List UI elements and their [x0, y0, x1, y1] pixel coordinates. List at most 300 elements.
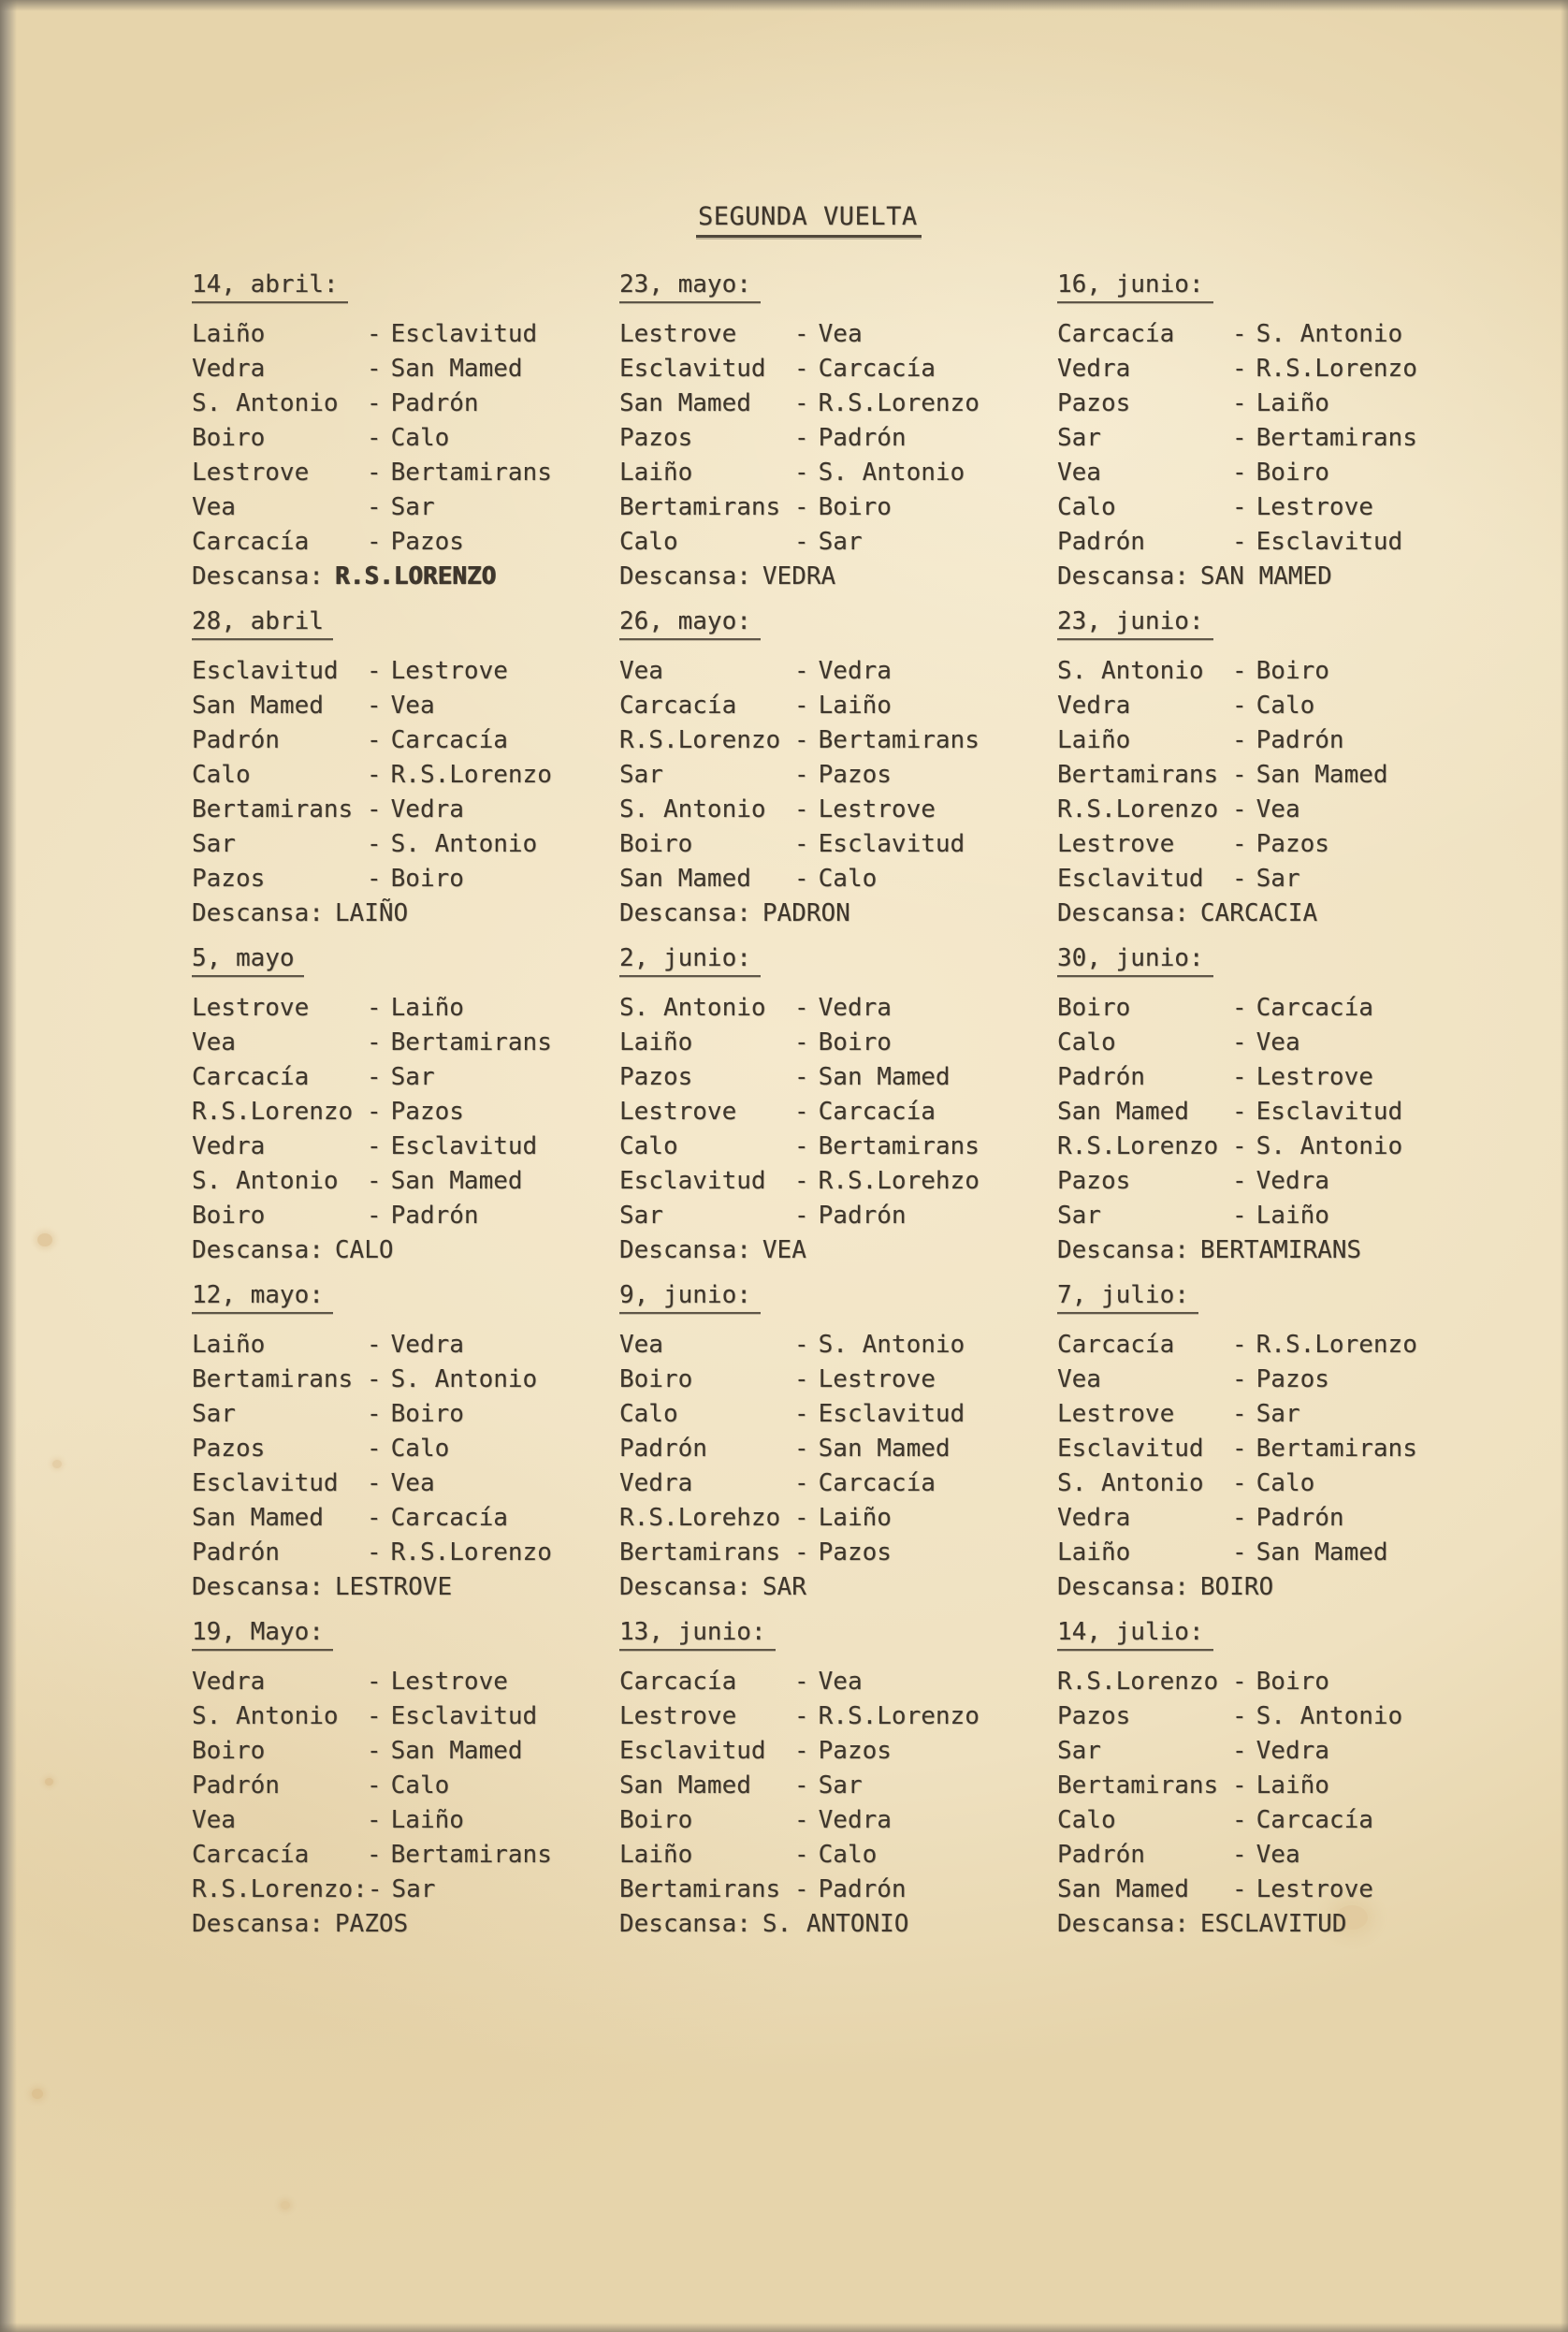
home-team: S. Antonio [1057, 1469, 1204, 1497]
dash-separator: - [367, 1331, 382, 1359]
away-team: Calo [1256, 1469, 1315, 1497]
away-team: Carcacía [818, 1469, 936, 1497]
dash-separator: - [1232, 1435, 1247, 1463]
rest-team: BERTAMIRANS [1199, 1236, 1362, 1264]
dash-separator: - [794, 1132, 809, 1160]
away-team: Esclavitud [818, 830, 965, 858]
away-team: Vea [390, 692, 435, 720]
away-team: Lestrove [1256, 1875, 1373, 1903]
match-row [192, 525, 641, 560]
fixture-date: 26, mayo: [619, 606, 761, 640]
match-row [1057, 862, 1506, 896]
fixture-block [192, 1617, 641, 1954]
away-team: Padrón [818, 1202, 907, 1230]
rest-label: Descansa: [619, 1573, 751, 1601]
away-team: Vea [390, 1469, 435, 1497]
rest-row [619, 1233, 1068, 1268]
away-team: Bertamirans [1256, 424, 1417, 452]
match-row [1057, 1026, 1506, 1060]
dash-separator: - [1232, 1737, 1247, 1765]
match-row [619, 1199, 1068, 1233]
dash-separator: - [367, 389, 382, 417]
match-row [619, 456, 1068, 490]
away-team: Carcacía [818, 355, 936, 383]
home-team: Laiño [619, 1028, 693, 1057]
dash-separator: - [1232, 1702, 1247, 1730]
match-row [1057, 490, 1506, 525]
match-row [619, 317, 1068, 352]
home-team: Vedra [192, 1668, 266, 1696]
dash-separator: - [1232, 865, 1247, 893]
match-row [192, 490, 641, 525]
rest-team: LAIÑO [334, 899, 409, 927]
home-team: Boiro [192, 1202, 266, 1230]
home-team: R.S.Lorehzo [619, 1504, 781, 1532]
dash-separator: - [1232, 1202, 1247, 1230]
home-team: Padrón [192, 726, 280, 754]
rest-label: Descansa: [192, 1236, 324, 1264]
away-team: Padrón [1256, 726, 1344, 754]
away-team: Sar [818, 528, 863, 556]
dash-separator: - [367, 1063, 382, 1091]
match-row [192, 1199, 641, 1233]
home-team: Calo [192, 761, 251, 789]
away-team: Calo [818, 1841, 878, 1869]
dash-separator: - [1232, 1504, 1247, 1532]
away-team: Laiño [818, 692, 892, 720]
dash-separator: - [367, 493, 382, 521]
match-row [619, 1060, 1068, 1095]
home-team: Esclavitud [619, 1737, 766, 1765]
away-team: Bertamirans [1256, 1435, 1417, 1463]
home-team: San Mamed [1057, 1875, 1189, 1903]
dash-separator: - [794, 1737, 809, 1765]
fixture-rows [1057, 991, 1506, 1268]
fixture-block [619, 943, 1068, 1280]
match-row [192, 1873, 641, 1907]
home-team: Padrón [1057, 528, 1145, 556]
away-team: Vedra [1256, 1167, 1329, 1195]
dash-separator: - [1232, 761, 1247, 789]
away-team: Sar [1256, 1400, 1300, 1428]
away-team: Laiño [1256, 1202, 1329, 1230]
stain [37, 1233, 52, 1246]
home-team: Sar [1057, 1202, 1101, 1230]
away-team: Vea [818, 1668, 863, 1696]
match-row [1057, 1432, 1506, 1466]
dash-separator: - [794, 1469, 809, 1497]
match-row [1057, 421, 1506, 456]
home-team: Boiro [619, 1806, 693, 1834]
rest-row [1057, 1233, 1506, 1268]
dash-separator: - [367, 1806, 382, 1834]
dash-separator: - [1232, 459, 1247, 487]
away-team: S. Antonio [818, 459, 965, 487]
rest-label: Descansa: [619, 562, 751, 590]
away-team: R.S.Lorenzo [390, 761, 552, 789]
home-team: Vedra [1057, 1504, 1131, 1532]
away-team: Pazos [818, 1737, 892, 1765]
home-team: Sar [619, 1202, 663, 1230]
away-team: San Mamed [1256, 761, 1388, 789]
away-team: Calo [1256, 692, 1315, 720]
match-row [192, 1095, 641, 1130]
away-team: Vea [818, 320, 863, 348]
home-team: Laiño [192, 320, 266, 348]
dash-separator: - [794, 1028, 809, 1057]
away-team: Bertamirans [818, 1132, 980, 1160]
dash-separator: - [367, 761, 382, 789]
dash-separator: - [1232, 1365, 1247, 1393]
away-team: Pazos [1256, 830, 1329, 858]
fixture-date: 19, Mayo: [192, 1617, 333, 1651]
home-team: Pazos [1057, 1702, 1131, 1730]
home-team: Lestrove [192, 459, 310, 487]
home-team: Vea [1057, 1365, 1101, 1393]
fixture-date: 2, junio: [619, 943, 761, 977]
fixture-rows [192, 1665, 641, 1942]
home-team: Calo [619, 1132, 678, 1160]
dash-separator: - [1232, 1063, 1247, 1091]
away-team: Esclavitud [390, 1702, 538, 1730]
away-team: Vedra [1256, 1737, 1329, 1765]
match-row [192, 1838, 641, 1873]
dash-separator: - [1232, 355, 1247, 383]
match-row [1057, 1328, 1506, 1363]
rest-team: R.S.LORENZO [334, 562, 497, 590]
away-team: Carcacía [390, 1504, 508, 1532]
dash-separator: - [1232, 1400, 1247, 1428]
rest-label: Descansa: [1057, 1573, 1189, 1601]
match-row [1057, 758, 1506, 793]
away-team: Vedra [818, 657, 892, 685]
fixture-rows [619, 1665, 1068, 1942]
away-team: Laiño [390, 1806, 464, 1834]
home-team: Carcacía [1057, 320, 1175, 348]
match-row [192, 654, 641, 689]
away-team: Laiño [818, 1504, 892, 1532]
dash-separator: - [367, 1737, 382, 1765]
match-row [192, 1536, 641, 1570]
home-team: Boiro [1057, 994, 1131, 1022]
rest-label: Descansa: [619, 899, 751, 927]
home-team: Vedra [192, 355, 266, 383]
fixture-date: 16, junio: [1057, 270, 1213, 303]
away-team: Padrón [818, 1875, 907, 1903]
home-team: Sar [192, 830, 236, 858]
away-team: Padrón [1256, 1504, 1344, 1532]
dash-separator: - [367, 1875, 383, 1903]
match-row [619, 1164, 1068, 1199]
away-team: San Mamed [390, 1737, 523, 1765]
match-row [1057, 793, 1506, 827]
home-team: Bertamirans [192, 795, 354, 823]
away-team: Boiro [1256, 657, 1329, 685]
away-team: Lestrove [818, 795, 936, 823]
match-row [192, 456, 641, 490]
fixture-rows [1057, 1328, 1506, 1605]
dash-separator: - [1232, 1771, 1247, 1800]
match-row [619, 654, 1068, 689]
away-team: Bertamirans [390, 1841, 552, 1869]
dash-separator: - [794, 1400, 809, 1428]
match-row [619, 1873, 1068, 1907]
fixture-date: 12, mayo: [192, 1280, 333, 1314]
match-row [192, 991, 641, 1026]
rest-team: CALO [334, 1236, 394, 1264]
away-team: Boiro [818, 493, 892, 521]
rest-team: SAN MAMED [1199, 562, 1332, 590]
home-team: Carcacía [1057, 1331, 1175, 1359]
home-team: S. Antonio [1057, 657, 1204, 685]
rest-label: Descansa: [192, 562, 324, 590]
dash-separator: - [794, 1504, 809, 1532]
away-team: S. Antonio [390, 1365, 538, 1393]
fixture-rows [1057, 654, 1506, 931]
match-row [1057, 525, 1506, 560]
dash-separator: - [1232, 1538, 1247, 1567]
dash-separator: - [794, 320, 809, 348]
home-team: San Mamed [619, 865, 751, 893]
dash-separator: - [794, 1668, 809, 1696]
rest-team: BOIRO [1199, 1573, 1274, 1601]
match-row [1057, 1734, 1506, 1769]
rest-team: S. ANTONIO [762, 1910, 909, 1938]
away-team: R.S.Lorehzo [818, 1167, 980, 1195]
away-team: Esclavitud [1256, 1098, 1403, 1126]
match-row [192, 1466, 641, 1501]
dash-separator: - [367, 865, 382, 893]
match-row [192, 352, 641, 386]
match-row [192, 1328, 641, 1363]
dash-separator: - [367, 1365, 382, 1393]
away-team: Lestrove [1256, 1063, 1373, 1091]
rest-team: CARCACIA [1199, 899, 1318, 927]
match-row [1057, 1199, 1506, 1233]
home-team: Padrón [1057, 1841, 1145, 1869]
rest-team: ESCLAVITUD [1199, 1910, 1347, 1938]
dash-separator: - [367, 692, 382, 720]
home-team: Lestrove [192, 994, 310, 1022]
home-team: Pazos [192, 865, 266, 893]
fixture-rows [619, 654, 1068, 931]
home-team: Laiño [619, 1841, 693, 1869]
match-row [192, 689, 641, 723]
dash-separator: - [1232, 1028, 1247, 1057]
dash-separator: - [1232, 1841, 1247, 1869]
away-team: Sar [390, 493, 435, 521]
rest-row [192, 1233, 641, 1268]
fixture-block [619, 1617, 1068, 1954]
home-team: Calo [619, 1400, 678, 1428]
home-team: San Mamed [192, 692, 324, 720]
away-team: Vedra [818, 1806, 892, 1834]
rest-team: SAR [762, 1573, 806, 1601]
home-team: Lestrove [619, 1702, 737, 1730]
home-team: Vedra [192, 1132, 266, 1160]
away-team: R.S.Lorenzo [1256, 355, 1417, 383]
away-team: Carcacía [1256, 1806, 1373, 1834]
dash-separator: - [794, 830, 809, 858]
rest-row [1057, 896, 1506, 931]
home-team: Padrón [192, 1538, 280, 1567]
rest-team: LESTROVE [334, 1573, 453, 1601]
fixture-rows [1057, 317, 1506, 594]
home-team: Pazos [1057, 1167, 1131, 1195]
away-team: Laiño [390, 994, 464, 1022]
away-team: San Mamed [390, 355, 523, 383]
document-title: SEGUNDA VUELTA [696, 202, 922, 238]
away-team: Boiro [390, 1400, 464, 1428]
away-team: Bertamirans [818, 726, 980, 754]
rest-label: Descansa: [192, 899, 324, 927]
rest-label: Descansa: [619, 1910, 751, 1938]
dash-separator: - [1232, 1167, 1247, 1195]
home-team: Laiño [1057, 1538, 1131, 1567]
fixture-block [192, 606, 641, 943]
scan-edge-right [1561, 0, 1568, 2332]
home-team: Vea [192, 1806, 236, 1834]
away-team: Calo [390, 1435, 450, 1463]
away-team: Esclavitud [818, 1400, 965, 1428]
dash-separator: - [794, 726, 809, 754]
fixture-column-2 [619, 270, 1068, 1954]
home-team: Pazos [619, 424, 693, 452]
dash-separator: - [794, 493, 809, 521]
match-row [1057, 689, 1506, 723]
home-team: Calo [1057, 493, 1116, 521]
fixture-rows [192, 654, 641, 931]
dash-separator: - [367, 1435, 382, 1463]
away-team: San Mamed [818, 1063, 951, 1091]
match-row [619, 1501, 1068, 1536]
home-team: R.S.Lorenzo [1057, 795, 1219, 823]
home-team: Bertamirans [619, 1538, 781, 1567]
dash-separator: - [794, 1331, 809, 1359]
dash-separator: - [794, 528, 809, 556]
match-row [619, 862, 1068, 896]
match-row [192, 862, 641, 896]
away-team: Boiro [818, 1028, 892, 1057]
fixture-rows [192, 1328, 641, 1605]
home-team: S. Antonio [619, 795, 766, 823]
home-team: Lestrove [1057, 1400, 1175, 1428]
away-team: Vea [1256, 795, 1300, 823]
away-team: S. Antonio [1256, 320, 1403, 348]
dash-separator: - [367, 424, 382, 452]
away-team: Esclavitud [390, 320, 538, 348]
dash-separator: - [794, 657, 809, 685]
home-team: Boiro [619, 1365, 693, 1393]
away-team: Padrón [390, 1202, 479, 1230]
dash-separator: - [794, 795, 809, 823]
rest-label: Descansa: [1057, 1910, 1189, 1938]
match-row [619, 490, 1068, 525]
fixture-block [1057, 606, 1506, 943]
match-row [1057, 1060, 1506, 1095]
match-row [192, 1769, 641, 1803]
dash-separator: - [1232, 994, 1247, 1022]
dash-separator: - [367, 1400, 382, 1428]
match-row [192, 1130, 641, 1164]
match-row [1057, 723, 1506, 758]
home-team: Boiro [192, 1737, 266, 1765]
rest-row [192, 1570, 641, 1605]
stain [45, 1778, 53, 1785]
fixture-block [192, 943, 641, 1280]
dash-separator: - [1232, 657, 1247, 685]
dash-separator: - [794, 1875, 809, 1903]
match-row [1057, 654, 1506, 689]
fixture-date: 5, mayo [192, 943, 304, 977]
dash-separator: - [794, 1806, 809, 1834]
fixture-block [619, 1280, 1068, 1617]
scan-edge-top [0, 0, 1568, 11]
match-row [619, 1095, 1068, 1130]
away-team: Laiño [1256, 389, 1329, 417]
dash-separator: - [367, 1841, 382, 1869]
match-row [619, 386, 1068, 421]
match-row [619, 1363, 1068, 1397]
dash-separator: - [794, 1202, 809, 1230]
away-team: Padrón [390, 389, 479, 417]
home-team: R.S.Lorenzo [1057, 1132, 1219, 1160]
away-team: Sar [818, 1771, 863, 1800]
dash-separator: - [794, 865, 809, 893]
match-row [1057, 991, 1506, 1026]
home-team: Calo [619, 528, 678, 556]
match-row [1057, 1164, 1506, 1199]
fixture-block [1057, 270, 1506, 606]
away-team: R.S.Lorenzo [390, 1538, 552, 1567]
away-team: San Mamed [818, 1435, 951, 1463]
home-team: Padrón [192, 1771, 280, 1800]
home-team: Vea [619, 657, 663, 685]
home-team: Lestrove [619, 320, 737, 348]
dash-separator: - [1232, 726, 1247, 754]
away-team: Bertamirans [390, 459, 552, 487]
dash-separator: - [367, 459, 382, 487]
home-team: Carcacía [192, 1063, 310, 1091]
home-team: Esclavitud [192, 657, 339, 685]
match-row [192, 386, 641, 421]
away-team: Vedra [390, 795, 464, 823]
home-team: Esclavitud [192, 1469, 339, 1497]
fixture-date: 9, junio: [619, 1280, 761, 1314]
away-team: Laiño [1256, 1771, 1329, 1800]
fixture-date: 30, junio: [1057, 943, 1213, 977]
match-row [619, 689, 1068, 723]
match-row [192, 827, 641, 862]
match-row [1057, 1536, 1506, 1570]
rest-label: Descansa: [1057, 899, 1189, 927]
home-team: S. Antonio [619, 994, 766, 1022]
home-team: Sar [192, 1400, 236, 1428]
match-row [1057, 1838, 1506, 1873]
match-row [1057, 317, 1506, 352]
rest-row [619, 896, 1068, 931]
dash-separator: - [794, 1702, 809, 1730]
away-team: Pazos [818, 761, 892, 789]
home-team: S. Antonio [192, 1167, 339, 1195]
rest-team: VEDRA [762, 562, 836, 590]
match-row [1057, 1397, 1506, 1432]
dash-separator: - [794, 389, 809, 417]
match-row [192, 1803, 641, 1838]
dash-separator: - [367, 657, 382, 685]
dash-separator: - [1232, 1668, 1247, 1696]
home-team: Pazos [619, 1063, 693, 1091]
